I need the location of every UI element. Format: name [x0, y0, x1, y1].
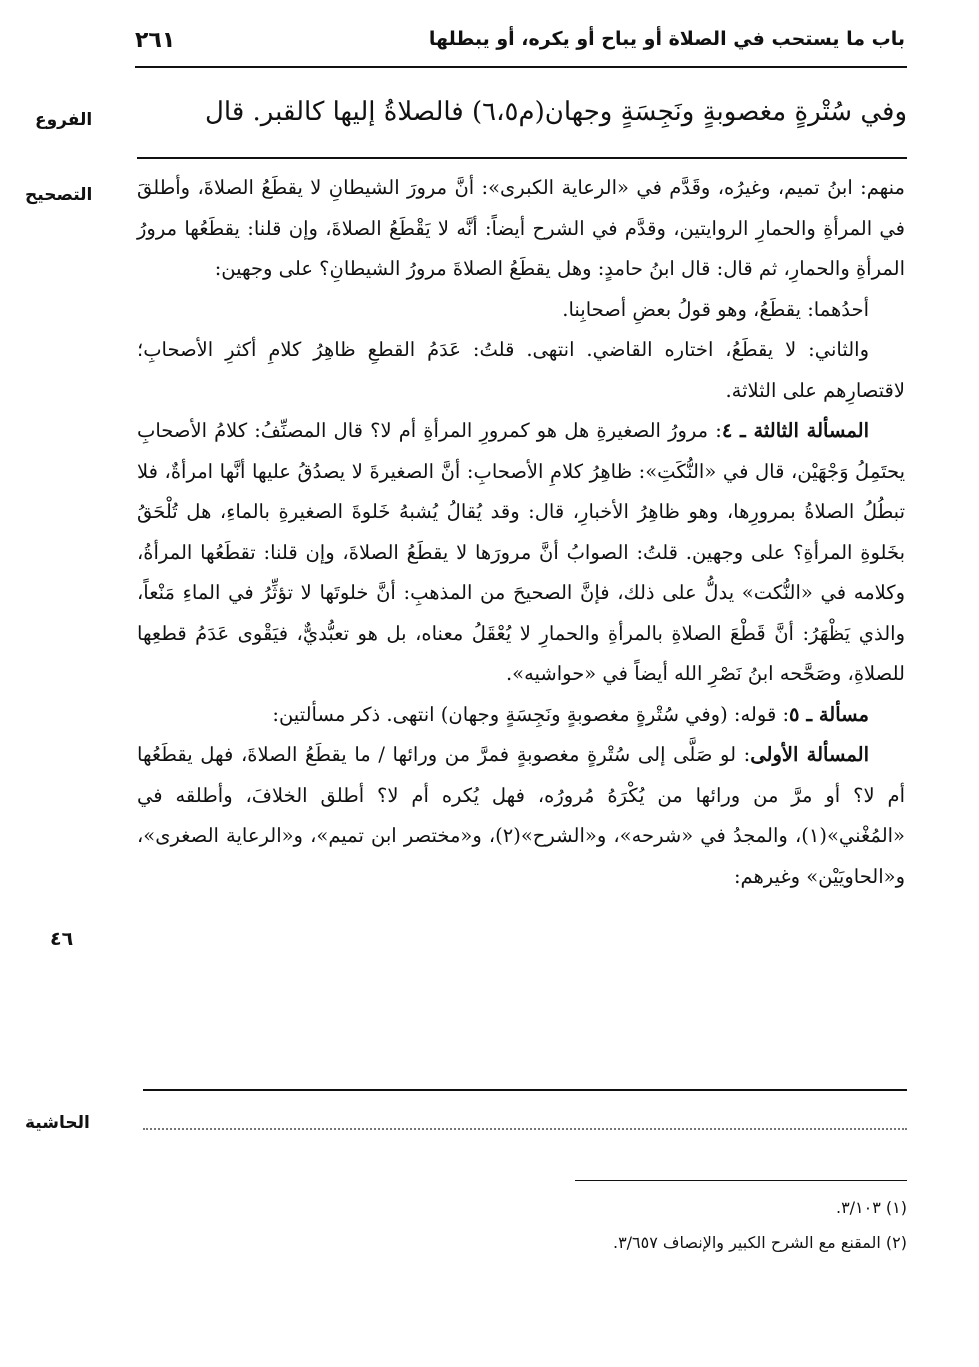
page-number: ٢٦١	[135, 28, 176, 53]
hashiya-divider-rule	[143, 1089, 907, 1091]
paragraph	[137, 168, 905, 290]
margin-label-tashih: التصحيح	[25, 185, 93, 205]
paragraph	[137, 330, 905, 411]
tashih-body	[137, 168, 905, 897]
paragraph-text: أحدُهما: يقطَعُ، وهو قولُ بعضِ أصحابِنا.	[562, 297, 869, 321]
paragraph	[137, 695, 905, 736]
paragraph	[137, 290, 905, 331]
paragraph	[137, 411, 905, 695]
paragraph	[137, 735, 905, 897]
footnote: (١) ٣/١٠٣.	[835, 1198, 907, 1217]
chapter-header-title: باب ما يستحب في الصلاة أو يباح أو يكره، أو يبطلها	[428, 28, 905, 50]
paragraph-heading: المسألة الثالثة ـ ٤	[721, 419, 869, 442]
manuscript-folio-number: ٤٦	[50, 928, 74, 950]
footnotes	[380, 1190, 907, 1260]
furu-quoted-text: وفي سُتْرةٍ مغصوبةٍ ونَجِسَةٍ وجهان(م٦،٥) فالصلاةُ إليها كالقبر. قال	[205, 97, 907, 127]
paragraph-text: : لو صَلَّى إلى سُتْرةٍ مغصوبةٍ فمرَّ من ورائها / ما يقطَعُ الصلاةَ، فهل يقطَعُها أم لا؟ أو مرَّ من ورائها من يُكْرَهُ مُرورُه، فهل يُكره أم لا؟ أطلق الخلافَ، وأطلقه في «المُغْني»(١)، والمجدُ في «شرحه»، و«الشرح»(٢)، و«مختصر ابن تميم»، و«الرعاية الصغرى»، و«الحاويَيْن» وغيرهم:	[137, 743, 905, 888]
paragraph-text: : مرورُ الصغيرةِ هل هو كمرورِ المرأةِ أم لا؟ قال المصنِّفُ: كلامُ الأصحابِ يحتَمِلُ وَجْهَيْن، قال في «النُّكَتِ»: ظاهِرُ كلامِ الأصحابِ: أنَّ الصغيرةَ لا يصدُقُ عليها أنَّها امرأةٌ، فلا تبطُلُ الصلاةُ بمرورِها، وهو ظاهِرُ الأخبارِ، قال: وقد يُقالُ يُشبهُ خَلوةَ الصغيرةِ بالماءِ، هل تُلْحَقُ بخَلوةِ المرأةِ؟ على وجهين. قلتُ: الصوابُ أنَّ مرورَها لا يقطَعُ الصلاةَ، وإن قلنا: تقطَعُها المرأةُ، وكلامه في «النُّكت» يدلُّ على ذلك، فإنَّ الصحيحَ من المذهبِ: أنَّ خلوتَها لا تؤثِّرُ في الماءِ مَنْعاً، والذي يَظْهَرُ: أنَّ قَطْعَ الصلاةِ بالمرأةِ والحمارِ لا يُعْقَلُ معناه، بل هو تعبُّديٌّ، فيَقْوى عَدَمُ قطعِها للصلاةِ، وصَحَّحه ابنُ نَصْرِ الله أيضاً في «حواشيه».	[137, 419, 905, 685]
paragraph-heading: المسألة الأولى	[750, 743, 869, 766]
hashiya-dotted-line	[143, 1128, 907, 1130]
paragraph-text: منهم: ابنُ تميم، وغيرُه، وقَدَّم في «الرعاية الكبرى»: أنَّ مرورَ الشيطانِ لا يقطَعُ الصلاةَ، وأطلقَ في المرأةِ والحمارِ الروايتين، وقدَّم في الشرح أيضاً: أنَّه لا يَقْطَعُ الصلاةَ، وإن قلنا: يقطَعُها مرورُ المرأةِ والحمارِ، ثم قال: قال ابنُ حامدٍ: وهل يقطَعُ الصلاةَ مرورُ الشيطانِ؟ على وجهين:	[137, 176, 905, 280]
header-rule	[135, 66, 907, 68]
furu-divider-rule	[137, 157, 907, 159]
margin-label-hashiya: الحاشية	[25, 1113, 90, 1133]
footnote-separator	[575, 1180, 907, 1181]
footnote: (٢) المقنع مع الشرح الكبير والإنصاف ٣/٦٥٧.	[612, 1233, 907, 1252]
paragraph-text: والثاني: لا يقطَعُ، اختاره القاضي. انتهى. قلتُ: عَدَمُ القطعِ ظاهِرُ كلامِ أكثرِ الأصحابِ؛ لاقتصارِهم على الثلاثة.	[137, 338, 905, 402]
paragraph-heading: مسألة ـ ٥	[789, 702, 869, 726]
paragraph-text: : قوله: (وفي سُتْرةٍ مغصوبةٍ ونَجِسَةٍ وجهان) انتهى. ذكر مسألتين:	[272, 702, 790, 726]
margin-label-furu: الفروع	[35, 110, 93, 130]
